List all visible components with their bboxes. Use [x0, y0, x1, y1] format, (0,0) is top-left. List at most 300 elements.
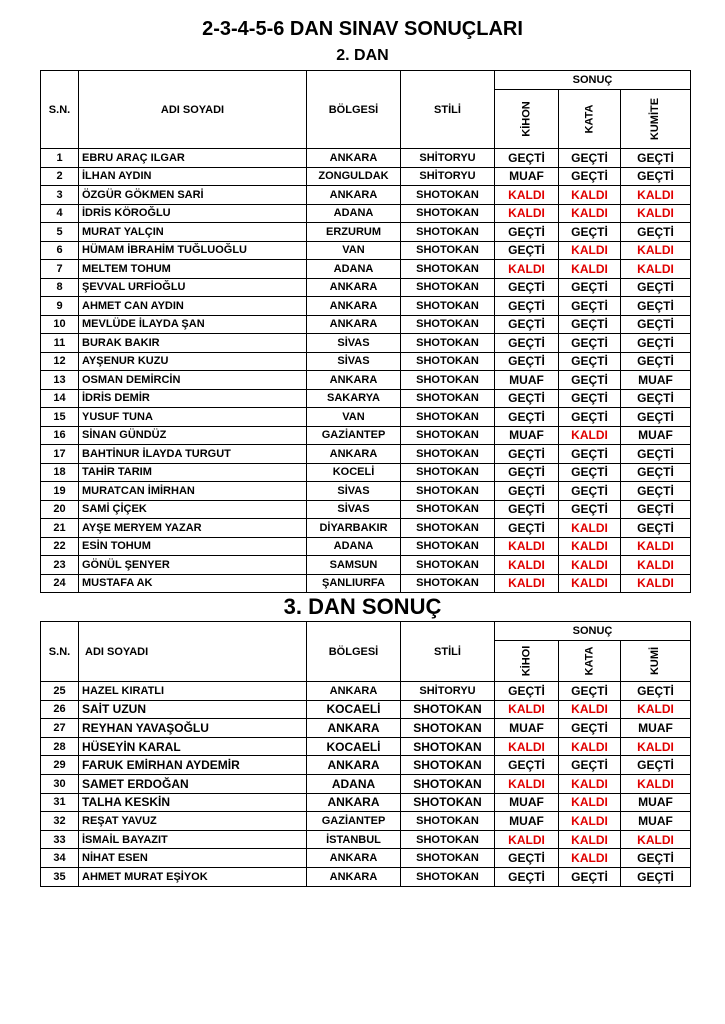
- table-row: [41, 500, 691, 519]
- cell-region: KOCAELİ: [307, 700, 401, 719]
- table-row: [41, 556, 691, 575]
- cell-name: İDRİS DEMİR: [79, 389, 307, 408]
- cell-name: BURAK BAKIR: [79, 334, 307, 353]
- cell-result-kihon: KALDI: [495, 186, 559, 205]
- cell-name: SAMİ ÇİÇEK: [79, 500, 307, 519]
- cell-result-kumite: GEÇTİ: [621, 519, 691, 538]
- table-row: [41, 315, 691, 334]
- cell-sn: 10: [41, 315, 79, 334]
- cell-style: SHOTOKAN: [401, 719, 495, 738]
- cell-name: ŞEVVAL URFİOĞLU: [79, 278, 307, 297]
- cell-result-kumite: GEÇTİ: [621, 149, 691, 168]
- cell-region: ADANA: [307, 774, 401, 793]
- header-sn: S.N.: [41, 622, 79, 682]
- cell-style: SHOTOKAN: [401, 774, 495, 793]
- cell-region: SİVAS: [307, 482, 401, 501]
- cell-result-kumite: GEÇTİ: [621, 352, 691, 371]
- cell-result-kumite: KALDI: [621, 556, 691, 575]
- cell-region: ANKARA: [307, 867, 401, 886]
- cell-sn: 18: [41, 463, 79, 482]
- cell-sn: 12: [41, 352, 79, 371]
- cell-style: SHOTOKAN: [401, 334, 495, 353]
- table-row: [41, 149, 691, 168]
- table-row: [41, 167, 691, 186]
- cell-style: SHOTOKAN: [401, 241, 495, 260]
- cell-sn: 15: [41, 408, 79, 427]
- cell-result-kihon: GEÇTİ: [495, 389, 559, 408]
- cell-style: SHOTOKAN: [401, 867, 495, 886]
- table-row: [41, 519, 691, 538]
- cell-name: BAHTİNUR İLAYDA TURGUT: [79, 445, 307, 464]
- table-row: [41, 389, 691, 408]
- cell-result-kihon: KALDI: [495, 574, 559, 593]
- cell-sn: 3: [41, 186, 79, 205]
- cell-result-kata: GEÇTİ: [559, 463, 621, 482]
- cell-result-kumite: GEÇTİ: [621, 408, 691, 427]
- cell-result-kumite: GEÇTİ: [621, 445, 691, 464]
- cell-sn: 28: [41, 737, 79, 756]
- cell-name: İLHAN AYDIN: [79, 167, 307, 186]
- header-kihon: KİHOI: [495, 641, 559, 682]
- cell-sn: 20: [41, 500, 79, 519]
- cell-region: ANKARA: [307, 793, 401, 812]
- cell-result-kumite: KALDI: [621, 260, 691, 279]
- header-region: BÖLGESİ: [307, 71, 401, 149]
- cell-style: SHOTOKAN: [401, 849, 495, 868]
- section-title-3-dan: 3. DAN SONUÇ: [283, 594, 442, 619]
- cell-sn: 2: [41, 167, 79, 186]
- cell-sn: 11: [41, 334, 79, 353]
- table-row: [41, 700, 691, 719]
- cell-result-kihon: GEÇTİ: [495, 849, 559, 868]
- cell-style: SHOTOKAN: [401, 812, 495, 831]
- cell-style: SHOTOKAN: [401, 315, 495, 334]
- cell-region: VAN: [307, 241, 401, 260]
- cell-result-kihon: GEÇTİ: [495, 297, 559, 316]
- cell-style: SHOTOKAN: [401, 223, 495, 242]
- cell-result-kihon: MUAF: [495, 167, 559, 186]
- cell-style: SHOTOKAN: [401, 408, 495, 427]
- cell-region: ADANA: [307, 260, 401, 279]
- cell-result-kihon: KALDI: [495, 537, 559, 556]
- cell-style: SHOTOKAN: [401, 793, 495, 812]
- cell-sn: 21: [41, 519, 79, 538]
- cell-result-kata: KALDI: [559, 793, 621, 812]
- cell-style: SHOTOKAN: [401, 445, 495, 464]
- cell-name: TALHA KESKİN: [79, 793, 307, 812]
- cell-result-kumite: KALDI: [621, 830, 691, 849]
- cell-name: HÜMAM İBRAHİM TUĞLUOĞLU: [79, 241, 307, 260]
- cell-result-kata: GEÇTİ: [559, 352, 621, 371]
- cell-result-kata: KALDI: [559, 186, 621, 205]
- cell-sn: 25: [41, 682, 79, 701]
- cell-result-kumite: GEÇTİ: [621, 223, 691, 242]
- table-row: [41, 756, 691, 775]
- cell-result-kata: GEÇTİ: [559, 334, 621, 353]
- table-row: [41, 574, 691, 593]
- cell-result-kihon: KALDI: [495, 556, 559, 575]
- table-row: [41, 830, 691, 849]
- cell-result-kihon: GEÇTİ: [495, 500, 559, 519]
- cell-style: SHOTOKAN: [401, 830, 495, 849]
- cell-result-kumite: MUAF: [621, 371, 691, 390]
- cell-sn: 17: [41, 445, 79, 464]
- cell-name: TAHİR TARIM: [79, 463, 307, 482]
- cell-name: MELTEM TOHUM: [79, 260, 307, 279]
- cell-style: SHİTORYU: [401, 149, 495, 168]
- cell-result-kata: GEÇTİ: [559, 445, 621, 464]
- header-kata: KATA: [559, 641, 621, 682]
- cell-name: İSMAİL BAYAZIT: [79, 830, 307, 849]
- table-row: [41, 482, 691, 501]
- cell-region: DİYARBAKIR: [307, 519, 401, 538]
- cell-region: ADANA: [307, 537, 401, 556]
- cell-style: SHOTOKAN: [401, 186, 495, 205]
- cell-name: SAİT UZUN: [79, 700, 307, 719]
- cell-result-kihon: KALDI: [495, 830, 559, 849]
- cell-result-kata: GEÇTİ: [559, 408, 621, 427]
- cell-result-kihon: KALDI: [495, 260, 559, 279]
- table-row: [41, 241, 691, 260]
- cell-region: KOCAELİ: [307, 737, 401, 756]
- cell-sn: 19: [41, 482, 79, 501]
- cell-sn: 6: [41, 241, 79, 260]
- cell-name: AHMET CAN AYDIN: [79, 297, 307, 316]
- cell-sn: 14: [41, 389, 79, 408]
- cell-region: ZONGULDAK: [307, 167, 401, 186]
- cell-result-kumite: GEÇTİ: [621, 682, 691, 701]
- cell-result-kumite: MUAF: [621, 426, 691, 445]
- cell-sn: 9: [41, 297, 79, 316]
- cell-region: SAMSUN: [307, 556, 401, 575]
- cell-result-kumite: GEÇTİ: [621, 849, 691, 868]
- header-name: ADI SOYADI: [79, 622, 307, 682]
- cell-result-kumite: GEÇTİ: [621, 463, 691, 482]
- cell-result-kata: KALDI: [559, 556, 621, 575]
- cell-sn: 33: [41, 830, 79, 849]
- cell-style: SHOTOKAN: [401, 260, 495, 279]
- cell-sn: 34: [41, 849, 79, 868]
- cell-region: VAN: [307, 408, 401, 427]
- cell-result-kumite: KALDI: [621, 774, 691, 793]
- cell-name: GÖNÜL ŞENYER: [79, 556, 307, 575]
- cell-sn: 32: [41, 812, 79, 831]
- cell-result-kata: KALDI: [559, 700, 621, 719]
- cell-sn: 23: [41, 556, 79, 575]
- cell-name: OSMAN DEMİRCİN: [79, 371, 307, 390]
- table-row: [41, 426, 691, 445]
- table-row: [41, 682, 691, 701]
- cell-result-kihon: MUAF: [495, 812, 559, 831]
- header-name: ADI SOYADI: [79, 71, 307, 149]
- cell-result-kihon: KALDI: [495, 700, 559, 719]
- cell-result-kata: GEÇTİ: [559, 297, 621, 316]
- cell-result-kumite: KALDI: [621, 737, 691, 756]
- cell-style: SHOTOKAN: [401, 537, 495, 556]
- cell-region: ANKARA: [307, 278, 401, 297]
- cell-style: SHOTOKAN: [401, 371, 495, 390]
- cell-region: ADANA: [307, 204, 401, 223]
- cell-name: ESİN TOHUM: [79, 537, 307, 556]
- cell-result-kata: GEÇTİ: [559, 682, 621, 701]
- cell-result-kihon: GEÇTİ: [495, 682, 559, 701]
- cell-style: SHOTOKAN: [401, 297, 495, 316]
- cell-result-kata: KALDI: [559, 260, 621, 279]
- table-row: [41, 445, 691, 464]
- cell-name: AHMET MURAT EŞİYOK: [79, 867, 307, 886]
- cell-result-kihon: KALDI: [495, 204, 559, 223]
- header-kata: KATA: [559, 90, 621, 149]
- cell-result-kata: KALDI: [559, 812, 621, 831]
- cell-result-kihon: GEÇTİ: [495, 149, 559, 168]
- table-row: [41, 737, 691, 756]
- cell-sn: 29: [41, 756, 79, 775]
- cell-result-kumite: KALDI: [621, 204, 691, 223]
- cell-result-kumite: KALDI: [621, 700, 691, 719]
- cell-region: ANKARA: [307, 756, 401, 775]
- cell-sn: 27: [41, 719, 79, 738]
- cell-result-kihon: GEÇTİ: [495, 756, 559, 775]
- cell-region: SİVAS: [307, 334, 401, 353]
- cell-sn: 24: [41, 574, 79, 593]
- table-row: [41, 334, 691, 353]
- cell-name: AYŞENUR KUZU: [79, 352, 307, 371]
- table-row: [41, 260, 691, 279]
- cell-sn: 30: [41, 774, 79, 793]
- cell-result-kata: GEÇTİ: [559, 371, 621, 390]
- cell-sn: 7: [41, 260, 79, 279]
- cell-name: HÜSEYİN KARAL: [79, 737, 307, 756]
- cell-result-kata: KALDI: [559, 574, 621, 593]
- cell-result-kata: GEÇTİ: [559, 167, 621, 186]
- cell-style: SHOTOKAN: [401, 574, 495, 593]
- cell-style: SHOTOKAN: [401, 500, 495, 519]
- cell-name: ÖZGÜR GÖKMEN SARİ: [79, 186, 307, 205]
- cell-result-kumite: MUAF: [621, 812, 691, 831]
- table-row: [41, 371, 691, 390]
- section-title-2-dan: 2. DAN: [336, 47, 389, 64]
- cell-name: HAZEL KIRATLI: [79, 682, 307, 701]
- cell-region: ANKARA: [307, 315, 401, 334]
- cell-sn: 35: [41, 867, 79, 886]
- cell-name: MUSTAFA AK: [79, 574, 307, 593]
- cell-region: ŞANLIURFA: [307, 574, 401, 593]
- cell-result-kumite: GEÇTİ: [621, 482, 691, 501]
- cell-result-kihon: GEÇTİ: [495, 334, 559, 353]
- cell-result-kumite: MUAF: [621, 793, 691, 812]
- table-row: [41, 849, 691, 868]
- cell-name: NİHAT ESEN: [79, 849, 307, 868]
- cell-name: EBRU ARAÇ ILGAR: [79, 149, 307, 168]
- cell-result-kata: GEÇTİ: [559, 223, 621, 242]
- cell-result-kihon: GEÇTİ: [495, 867, 559, 886]
- cell-name: SAMET ERDOĞAN: [79, 774, 307, 793]
- table-row: [41, 408, 691, 427]
- cell-sn: 4: [41, 204, 79, 223]
- cell-sn: 22: [41, 537, 79, 556]
- cell-result-kata: GEÇTİ: [559, 315, 621, 334]
- cell-style: SHOTOKAN: [401, 756, 495, 775]
- cell-sn: 1: [41, 149, 79, 168]
- cell-region: ANKARA: [307, 149, 401, 168]
- cell-style: SHOTOKAN: [401, 737, 495, 756]
- cell-region: KOCELİ: [307, 463, 401, 482]
- results-table-3-dan: [40, 621, 691, 887]
- cell-result-kata: KALDI: [559, 537, 621, 556]
- cell-result-kata: GEÇTİ: [559, 500, 621, 519]
- cell-result-kumite: GEÇTİ: [621, 278, 691, 297]
- cell-result-kihon: KALDI: [495, 774, 559, 793]
- cell-result-kumite: GEÇTİ: [621, 756, 691, 775]
- cell-style: SHİTORYU: [401, 682, 495, 701]
- cell-sn: 26: [41, 700, 79, 719]
- table-row: [41, 719, 691, 738]
- cell-result-kumite: GEÇTİ: [621, 334, 691, 353]
- cell-style: SHOTOKAN: [401, 426, 495, 445]
- cell-result-kata: GEÇTİ: [559, 278, 621, 297]
- cell-region: SİVAS: [307, 500, 401, 519]
- cell-sn: 16: [41, 426, 79, 445]
- cell-style: SHOTOKAN: [401, 352, 495, 371]
- cell-result-kihon: GEÇTİ: [495, 482, 559, 501]
- cell-result-kumite: KALDI: [621, 186, 691, 205]
- table-row: [41, 278, 691, 297]
- cell-name: MURATCAN İMİRHAN: [79, 482, 307, 501]
- cell-result-kihon: GEÇTİ: [495, 352, 559, 371]
- cell-result-kata: GEÇTİ: [559, 867, 621, 886]
- header-style: STİLİ: [401, 622, 495, 682]
- cell-region: ANKARA: [307, 849, 401, 868]
- cell-sn: 5: [41, 223, 79, 242]
- cell-result-kihon: GEÇTİ: [495, 408, 559, 427]
- cell-result-kihon: MUAF: [495, 719, 559, 738]
- cell-result-kata: KALDI: [559, 830, 621, 849]
- cell-sn: 8: [41, 278, 79, 297]
- table-row: [41, 352, 691, 371]
- header-style: STİLİ: [401, 71, 495, 149]
- cell-result-kihon: GEÇTİ: [495, 278, 559, 297]
- cell-name: YUSUF TUNA: [79, 408, 307, 427]
- cell-result-kata: KALDI: [559, 774, 621, 793]
- table-row: [41, 537, 691, 556]
- cell-region: ANKARA: [307, 186, 401, 205]
- cell-style: SHOTOKAN: [401, 519, 495, 538]
- cell-sn: 13: [41, 371, 79, 390]
- table-row: [41, 793, 691, 812]
- cell-name: SİNAN GÜNDÜZ: [79, 426, 307, 445]
- cell-style: SHOTOKAN: [401, 389, 495, 408]
- cell-result-kumite: GEÇTİ: [621, 297, 691, 316]
- cell-result-kata: GEÇTİ: [559, 389, 621, 408]
- header-kumite: KUMİTE: [621, 90, 691, 149]
- cell-result-kumite: KALDI: [621, 537, 691, 556]
- cell-result-kihon: GEÇTİ: [495, 519, 559, 538]
- cell-result-kumite: GEÇTİ: [621, 167, 691, 186]
- cell-result-kata: GEÇTİ: [559, 149, 621, 168]
- cell-result-kihon: GEÇTİ: [495, 463, 559, 482]
- cell-result-kumite: GEÇTİ: [621, 867, 691, 886]
- cell-result-kata: KALDI: [559, 204, 621, 223]
- header-result: SONUÇ: [495, 622, 691, 641]
- cell-result-kihon: MUAF: [495, 371, 559, 390]
- cell-result-kihon: GEÇTİ: [495, 445, 559, 464]
- cell-region: SAKARYA: [307, 389, 401, 408]
- cell-result-kumite: KALDI: [621, 574, 691, 593]
- cell-name: FARUK EMİRHAN AYDEMİR: [79, 756, 307, 775]
- cell-result-kata: KALDI: [559, 519, 621, 538]
- cell-region: ERZURUM: [307, 223, 401, 242]
- results-table-2-dan: [40, 70, 691, 593]
- cell-result-kata: KALDI: [559, 849, 621, 868]
- header-result: SONUÇ: [495, 71, 691, 90]
- cell-region: ANKARA: [307, 371, 401, 390]
- header-kihon: KİHON: [495, 90, 559, 149]
- cell-style: SHOTOKAN: [401, 204, 495, 223]
- cell-style: SHOTOKAN: [401, 482, 495, 501]
- table-row: [41, 297, 691, 316]
- cell-name: AYŞE MERYEM YAZAR: [79, 519, 307, 538]
- header-kumite: KUMİ: [621, 641, 691, 682]
- cell-style: SHOTOKAN: [401, 278, 495, 297]
- cell-result-kata: KALDI: [559, 241, 621, 260]
- cell-name: İDRİS KÖROĞLU: [79, 204, 307, 223]
- table-row: [41, 204, 691, 223]
- cell-region: ANKARA: [307, 297, 401, 316]
- cell-region: ANKARA: [307, 445, 401, 464]
- table-row: [41, 223, 691, 242]
- cell-result-kihon: MUAF: [495, 426, 559, 445]
- cell-result-kata: KALDI: [559, 737, 621, 756]
- page-title: 2-3-4-5-6 DAN SINAV SONUÇLARI: [202, 18, 523, 40]
- cell-name: REŞAT YAVUZ: [79, 812, 307, 831]
- table-row: [41, 812, 691, 831]
- cell-result-kihon: GEÇTİ: [495, 241, 559, 260]
- table-row: [41, 867, 691, 886]
- cell-region: GAZİANTEP: [307, 812, 401, 831]
- cell-result-kata: KALDI: [559, 426, 621, 445]
- cell-result-kumite: GEÇTİ: [621, 500, 691, 519]
- cell-result-kumite: GEÇTİ: [621, 389, 691, 408]
- cell-name: REYHAN YAVAŞOĞLU: [79, 719, 307, 738]
- cell-region: ANKARA: [307, 682, 401, 701]
- cell-result-kihon: MUAF: [495, 793, 559, 812]
- header-region: BÖLGESİ: [307, 622, 401, 682]
- cell-style: SHOTOKAN: [401, 700, 495, 719]
- cell-region: ANKARA: [307, 719, 401, 738]
- cell-result-kata: GEÇTİ: [559, 482, 621, 501]
- cell-region: İSTANBUL: [307, 830, 401, 849]
- cell-name: MURAT YALÇIN: [79, 223, 307, 242]
- cell-result-kata: GEÇTİ: [559, 756, 621, 775]
- cell-style: SHİTORYU: [401, 167, 495, 186]
- cell-sn: 31: [41, 793, 79, 812]
- cell-result-kumite: KALDI: [621, 241, 691, 260]
- table-row: [41, 463, 691, 482]
- cell-result-kihon: GEÇTİ: [495, 223, 559, 242]
- cell-name: MEVLÜDE İLAYDA ŞAN: [79, 315, 307, 334]
- cell-result-kumite: GEÇTİ: [621, 315, 691, 334]
- table-row: [41, 774, 691, 793]
- cell-result-kata: GEÇTİ: [559, 719, 621, 738]
- table-row: [41, 186, 691, 205]
- cell-region: SİVAS: [307, 352, 401, 371]
- cell-result-kumite: MUAF: [621, 719, 691, 738]
- cell-region: GAZİANTEP: [307, 426, 401, 445]
- cell-style: SHOTOKAN: [401, 463, 495, 482]
- cell-result-kihon: KALDI: [495, 737, 559, 756]
- cell-result-kihon: GEÇTİ: [495, 315, 559, 334]
- cell-style: SHOTOKAN: [401, 556, 495, 575]
